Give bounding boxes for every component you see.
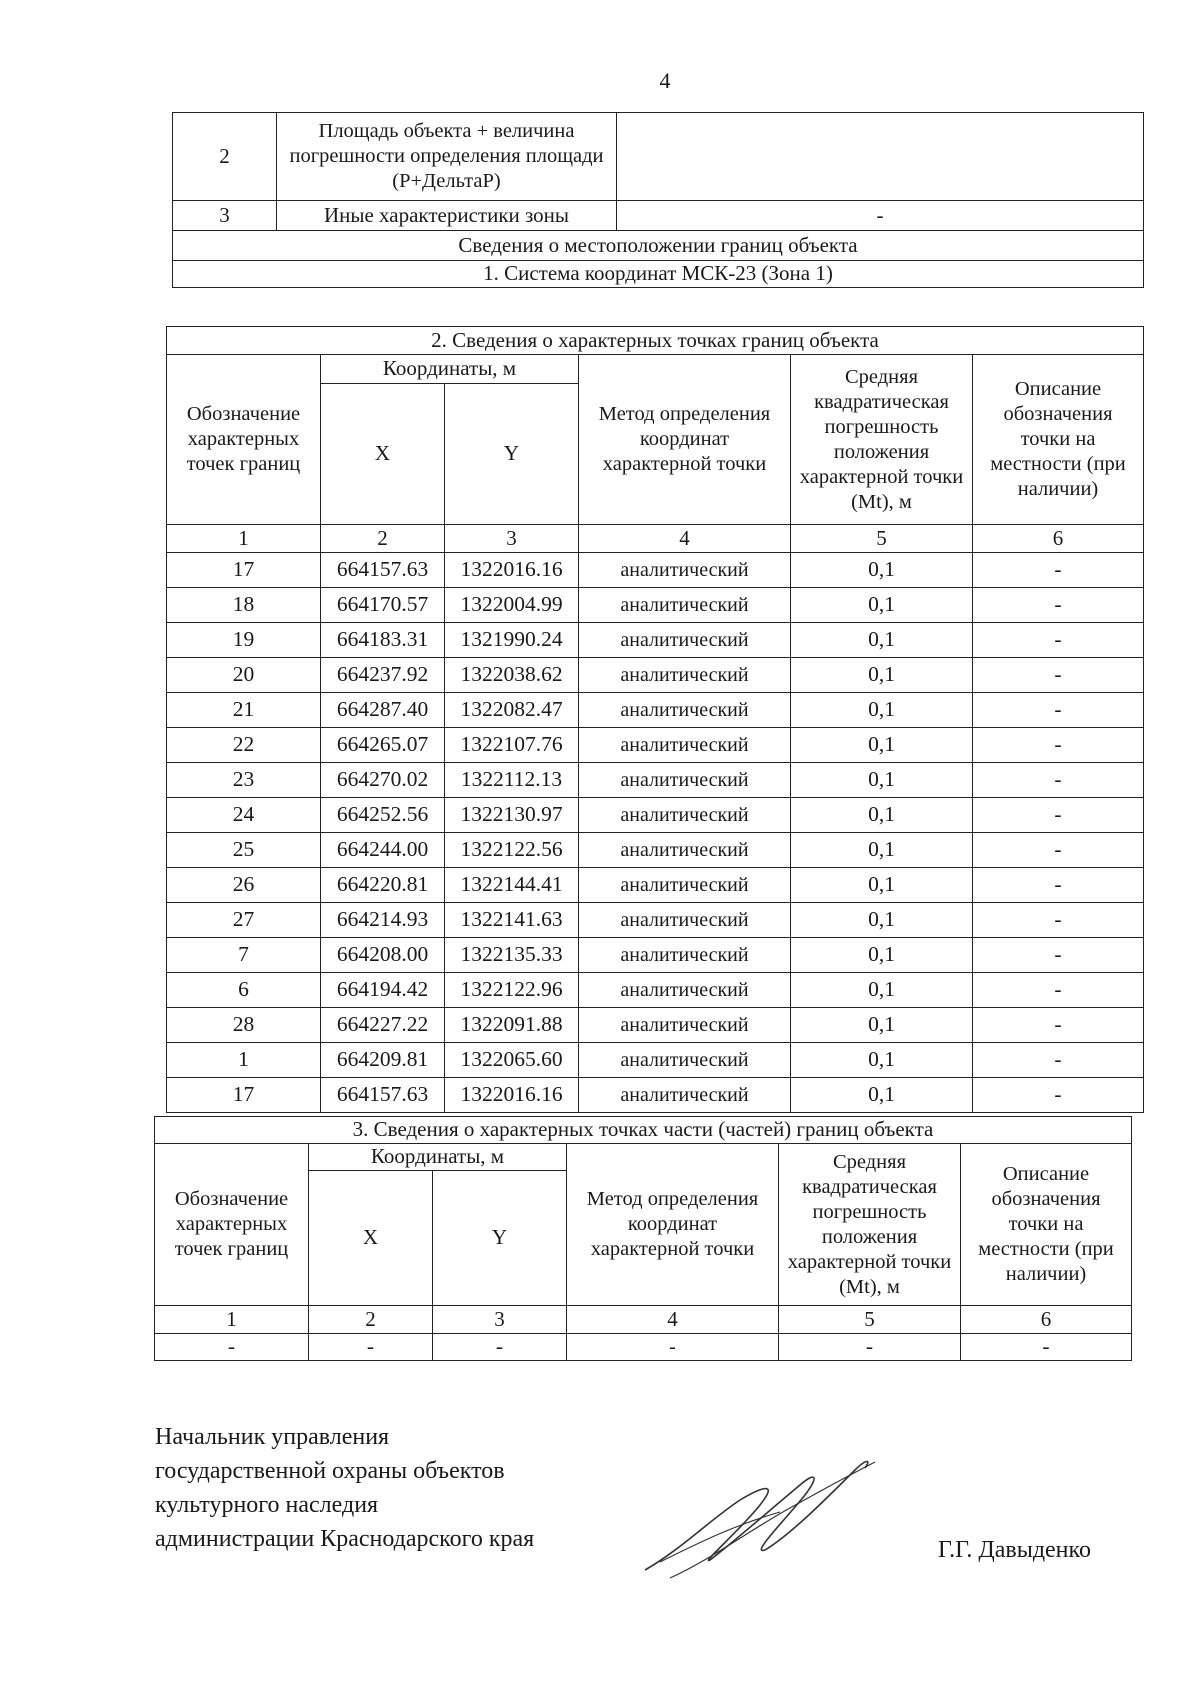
coord-x: 664194.42 xyxy=(321,973,445,1008)
table-row xyxy=(167,833,1144,868)
coord-y: 1322122.96 xyxy=(445,973,579,1008)
description: - xyxy=(961,1334,1132,1361)
coord-x: 664227.22 xyxy=(321,1008,445,1043)
point-number: 23 xyxy=(167,763,321,798)
description: - xyxy=(973,1008,1144,1043)
method: аналитический xyxy=(579,588,791,623)
coord-y: - xyxy=(433,1334,567,1361)
signature-line: государственной охраны объектов xyxy=(155,1458,505,1484)
mean-error: 0,1 xyxy=(791,588,973,623)
coord-y: 1322065.60 xyxy=(445,1043,579,1078)
section-3-title: 3. Сведения о характерных точках части (частей) границ объекта xyxy=(155,1117,1132,1144)
point-number: 7 xyxy=(167,938,321,973)
col-number: 1 xyxy=(167,525,321,553)
signature-line: Начальник управления xyxy=(155,1424,390,1450)
header-error: Средняя квадратическая погрешность положения характерной точки (Mt), м xyxy=(779,1144,961,1306)
description: - xyxy=(973,973,1144,1008)
table-row xyxy=(167,973,1144,1008)
header-point: Обозначение характерных точек границ xyxy=(167,355,321,525)
table-row xyxy=(167,798,1144,833)
table-row xyxy=(167,623,1144,658)
method: аналитический xyxy=(579,693,791,728)
coord-y: 1322122.56 xyxy=(445,833,579,868)
coord-x: 664157.63 xyxy=(321,1078,445,1113)
coord-y: 1322144.41 xyxy=(445,868,579,903)
table-row xyxy=(167,868,1144,903)
point-number: 20 xyxy=(167,658,321,693)
part-points-body xyxy=(155,1334,1132,1361)
method: аналитический xyxy=(579,833,791,868)
coord-y: 1322130.97 xyxy=(445,798,579,833)
method: аналитический xyxy=(579,868,791,903)
coord-x: 664214.93 xyxy=(321,903,445,938)
header-method: Метод определения координат характерной точки xyxy=(567,1144,779,1306)
coord-y: 1322082.47 xyxy=(445,693,579,728)
table-row xyxy=(167,588,1144,623)
mean-error: 0,1 xyxy=(791,1008,973,1043)
coord-x: 664170.57 xyxy=(321,588,445,623)
coord-y: 1322038.62 xyxy=(445,658,579,693)
row-label: Иные характеристики зоны xyxy=(277,201,617,231)
table-row xyxy=(167,728,1144,763)
header-coords: Координаты, м xyxy=(309,1144,567,1171)
mean-error: 0,1 xyxy=(791,903,973,938)
mean-error: 0,1 xyxy=(791,798,973,833)
col-number: 3 xyxy=(445,525,579,553)
header-coords: Координаты, м xyxy=(321,355,579,384)
table-row xyxy=(167,1043,1144,1078)
mean-error: 0,1 xyxy=(791,938,973,973)
section-2-title: 2. Сведения о характерных точках границ объекта xyxy=(167,327,1144,355)
mean-error: 0,1 xyxy=(791,1043,973,1078)
description: - xyxy=(973,1043,1144,1078)
description: - xyxy=(973,938,1144,973)
header-x: X xyxy=(309,1171,433,1306)
coord-x: 664244.00 xyxy=(321,833,445,868)
table-row xyxy=(167,763,1144,798)
mean-error: 0,1 xyxy=(791,658,973,693)
description: - xyxy=(973,1078,1144,1113)
method: аналитический xyxy=(579,623,791,658)
coord-y: 1322016.16 xyxy=(445,553,579,588)
table-row xyxy=(167,658,1144,693)
mean-error: 0,1 xyxy=(791,973,973,1008)
coord-x: 664157.63 xyxy=(321,553,445,588)
mean-error: 0,1 xyxy=(791,693,973,728)
col-number: 6 xyxy=(973,525,1144,553)
signatory-name: Г.Г. Давыденко xyxy=(938,1537,1091,1563)
coord-x: 664252.56 xyxy=(321,798,445,833)
mean-error: 0,1 xyxy=(791,868,973,903)
table-row xyxy=(167,1008,1144,1043)
description: - xyxy=(973,903,1144,938)
coord-y: 1322112.13 xyxy=(445,763,579,798)
point-number: 27 xyxy=(167,903,321,938)
col-number: 2 xyxy=(309,1306,433,1334)
col-number: 6 xyxy=(961,1306,1132,1334)
description: - xyxy=(973,658,1144,693)
coordinate-system: 1. Система координат МСК-23 (Зона 1) xyxy=(173,261,1144,288)
coord-x: 664270.02 xyxy=(321,763,445,798)
row-value: - xyxy=(617,201,1144,231)
point-number: 21 xyxy=(167,693,321,728)
table-row xyxy=(173,201,1144,231)
point-number: - xyxy=(155,1334,309,1361)
method: аналитический xyxy=(579,973,791,1008)
table-row xyxy=(167,1078,1144,1113)
method: аналитический xyxy=(579,553,791,588)
header-y: Y xyxy=(445,384,579,525)
coord-y: 1322016.16 xyxy=(445,1078,579,1113)
header-desc: Описание обозначения точки на местности (при наличии) xyxy=(961,1144,1132,1306)
header-method: Метод определения координат характерной точки xyxy=(579,355,791,525)
col-number: 4 xyxy=(567,1306,779,1334)
point-number: 6 xyxy=(167,973,321,1008)
table-row xyxy=(167,553,1144,588)
table-row xyxy=(155,1334,1132,1361)
method: аналитический xyxy=(579,1008,791,1043)
description: - xyxy=(973,588,1144,623)
object-characteristics-table xyxy=(172,112,1144,288)
mean-error: 0,1 xyxy=(791,553,973,588)
col-number: 2 xyxy=(321,525,445,553)
table-row xyxy=(173,113,1144,201)
point-number: 1 xyxy=(167,1043,321,1078)
mean-error: - xyxy=(779,1334,961,1361)
coord-x: 664237.92 xyxy=(321,658,445,693)
point-number: 28 xyxy=(167,1008,321,1043)
coord-y: 1322004.99 xyxy=(445,588,579,623)
point-number: 25 xyxy=(167,833,321,868)
col-number: 1 xyxy=(155,1306,309,1334)
description: - xyxy=(973,798,1144,833)
coord-x: - xyxy=(309,1334,433,1361)
point-number: 19 xyxy=(167,623,321,658)
method: аналитический xyxy=(579,903,791,938)
description: - xyxy=(973,553,1144,588)
method: аналитический xyxy=(579,938,791,973)
coord-y: 1321990.24 xyxy=(445,623,579,658)
col-number: 5 xyxy=(791,525,973,553)
col-number: 5 xyxy=(779,1306,961,1334)
coord-x: 664265.07 xyxy=(321,728,445,763)
signature-line: администрации Краснодарского края xyxy=(155,1526,535,1552)
description: - xyxy=(973,833,1144,868)
boundary-points-table xyxy=(166,326,1144,1113)
part-points-table xyxy=(154,1116,1132,1361)
row-value xyxy=(617,113,1144,201)
table-row xyxy=(167,693,1144,728)
description: - xyxy=(973,763,1144,798)
coord-x: 664183.31 xyxy=(321,623,445,658)
description: - xyxy=(973,623,1144,658)
mean-error: 0,1 xyxy=(791,833,973,868)
coord-y: 1322107.76 xyxy=(445,728,579,763)
header-y: Y xyxy=(433,1171,567,1306)
method: аналитический xyxy=(579,1043,791,1078)
method: аналитический xyxy=(579,658,791,693)
col-number: 3 xyxy=(433,1306,567,1334)
point-number: 24 xyxy=(167,798,321,833)
coord-x: 664220.81 xyxy=(321,868,445,903)
header-desc: Описание обозначения точки на местности (при наличии) xyxy=(973,355,1144,525)
method: аналитический xyxy=(579,1078,791,1113)
method: аналитический xyxy=(579,763,791,798)
description: - xyxy=(973,728,1144,763)
mean-error: 0,1 xyxy=(791,623,973,658)
table-row xyxy=(167,938,1144,973)
signature-position xyxy=(155,1420,534,1556)
row-label: Площадь объекта + величина погрешности определения площади (Р+ДельтаР) xyxy=(277,113,617,201)
points-body xyxy=(167,553,1144,1113)
mean-error: 0,1 xyxy=(791,728,973,763)
header-error: Средняя квадратическая погрешность положения характерной точки (Mt), м xyxy=(791,355,973,525)
description: - xyxy=(973,693,1144,728)
table-row xyxy=(167,903,1144,938)
handwritten-signature xyxy=(640,1450,880,1590)
method: - xyxy=(567,1334,779,1361)
method: аналитический xyxy=(579,798,791,833)
point-number: 18 xyxy=(167,588,321,623)
coord-y: 1322141.63 xyxy=(445,903,579,938)
coord-y: 1322091.88 xyxy=(445,1008,579,1043)
header-point: Обозначение характерных точек границ xyxy=(155,1144,309,1306)
col-number: 4 xyxy=(579,525,791,553)
coord-x: 664287.40 xyxy=(321,693,445,728)
description: - xyxy=(973,868,1144,903)
point-number: 22 xyxy=(167,728,321,763)
method: аналитический xyxy=(579,728,791,763)
point-number: 26 xyxy=(167,868,321,903)
coord-x: 664208.00 xyxy=(321,938,445,973)
coord-x: 664209.81 xyxy=(321,1043,445,1078)
point-number: 17 xyxy=(167,1078,321,1113)
header-x: X xyxy=(321,384,445,525)
location-title: Сведения о местоположении границ объекта xyxy=(173,231,1144,261)
point-number: 17 xyxy=(167,553,321,588)
row-number: 2 xyxy=(173,113,277,201)
coord-y: 1322135.33 xyxy=(445,938,579,973)
signature-line: культурного наследия xyxy=(155,1492,379,1518)
page-number: 4 xyxy=(659,68,671,93)
mean-error: 0,1 xyxy=(791,763,973,798)
row-number: 3 xyxy=(173,201,277,231)
mean-error: 0,1 xyxy=(791,1078,973,1113)
